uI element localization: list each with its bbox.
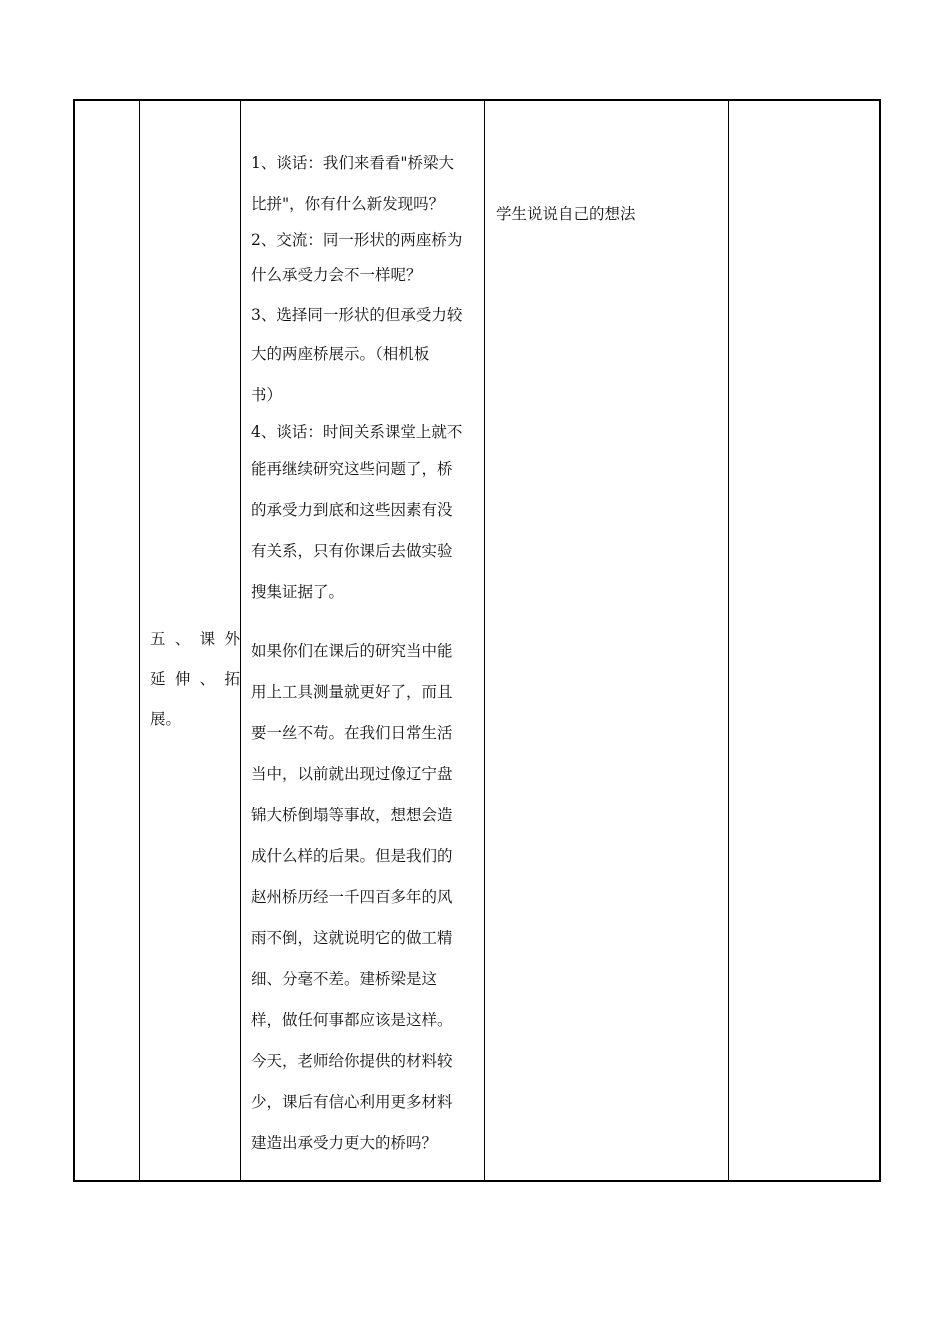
activity-line: 什么承受力会不一样呢？ <box>251 266 422 284</box>
activity-line: 当中，以前就出现过像辽宁盘 <box>251 765 453 783</box>
stage-char: 课 <box>199 630 216 648</box>
stage-char: 、 <box>174 630 191 648</box>
activity-line: 细、分毫不差。建桥梁是这 <box>251 970 438 988</box>
stage-char: 拓 <box>224 670 240 688</box>
activity-line: 锦大桥倒塌等事故，想想会造 <box>251 806 453 824</box>
activity-line: 4、谈话：时间关系课堂上就不 <box>251 423 463 441</box>
activity-line: 雨不倒，这就说明它的做工精 <box>251 929 453 947</box>
activity-line: 成什么样的后果。但是我们的 <box>251 847 453 865</box>
activity-line: 有关系，只有你课后去做实验 <box>251 542 453 560</box>
teacher-activity-cell <box>251 143 481 1164</box>
activity-line: 样，做任何事都应该是这样。 <box>251 1011 453 1029</box>
stage-char: 伸 <box>174 670 191 688</box>
activity-line: 书） <box>251 386 283 404</box>
lesson-table <box>73 99 881 1182</box>
activity-line: 要一丝不苟。在我们日常生活 <box>251 724 453 742</box>
activity-line: 用上工具测量就更好了，而且 <box>251 683 453 701</box>
activity-line: 搜集证据了。 <box>251 583 345 601</box>
activity-line: 的承受力到底和这些因素有没 <box>251 501 453 519</box>
stage-char: 、 <box>199 670 216 688</box>
column-divider <box>139 101 140 1180</box>
stage-char: 五 <box>150 630 166 648</box>
activity-line: 比拼"，你有什么新发现吗？ <box>251 195 445 213</box>
activity-line: 3、选择同一形状的但承受力较 <box>251 306 463 324</box>
activity-line: 能再继续研究这些问题了，桥 <box>251 460 453 478</box>
activity-line: 2、交流：同一形状的两座桥为 <box>251 231 463 249</box>
activity-line: 大的两座桥展示。（相机板 <box>251 345 430 363</box>
activity-line: 赵州桥历经一千四百多年的风 <box>251 888 453 906</box>
stage-title-line <box>150 659 240 699</box>
column-divider <box>240 101 241 1180</box>
column-divider <box>484 101 485 1180</box>
stage-char: 外 <box>224 630 240 648</box>
stage-char: 延 <box>150 670 166 688</box>
activity-line: 今天，老师给你提供的材料较 <box>251 1052 453 1070</box>
activity-line: 如果你们在课后的研究当中能 <box>251 642 453 660</box>
activity-line: 建造出承受力更大的桥吗？ <box>251 1134 438 1152</box>
activity-line: 1、谈话：我们来看看"桥梁大 <box>251 154 454 172</box>
stage-title-cell <box>150 619 240 739</box>
student-activity-cell <box>496 202 636 226</box>
stage-title-line <box>150 619 240 659</box>
column-divider <box>728 101 729 1180</box>
stage-title-line: 展。 <box>150 710 182 728</box>
student-activity-text: 学生说说自己的想法 <box>496 205 636 223</box>
activity-line: 少，课后有信心利用更多材料 <box>251 1093 453 1111</box>
